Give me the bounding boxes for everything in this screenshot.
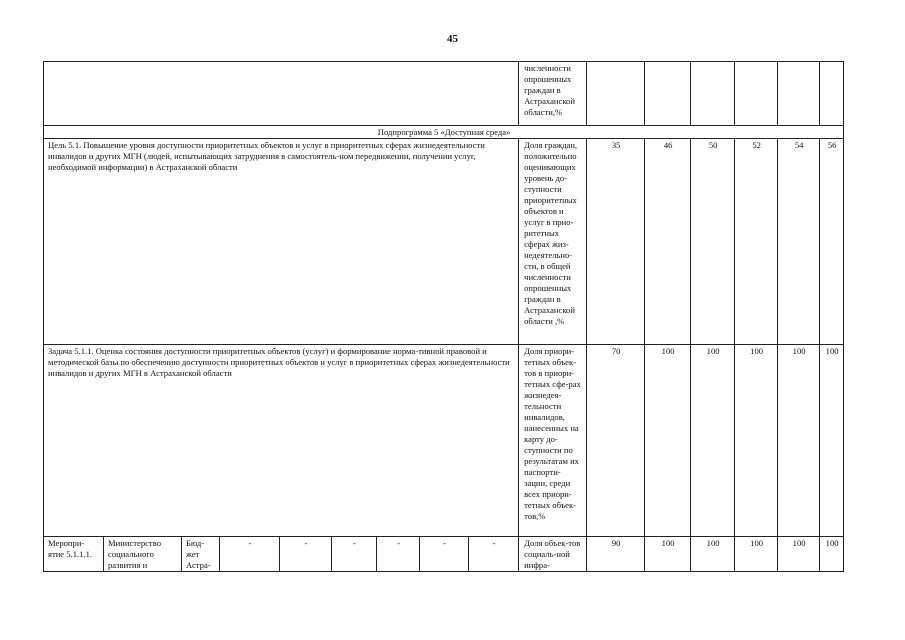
goal-value: 50 [691,139,735,345]
table-row-subprogram [44,126,844,139]
event-indicator: Доля объек-тов социаль-ной инфра- [519,537,587,572]
event-name: Меропри-ятие 5.1.1.1. [44,537,104,572]
task-value: 100 [735,345,778,537]
goal-value: 54 [778,139,820,345]
event-dash: - [280,537,332,572]
task-indicator: Доля приори-тетных объек-тов в приори-тетных сфе-рах жизнедея-тельности инвалидов, нанесенных на карту до-ступности по результатам их паспорти-зации, среди всех приори-тетных объек-тов,% [519,345,587,537]
table-row-top [44,62,844,126]
task-text: Задача 5.1.1. Оценка состояния доступности приоритетных объектов (услуг) и формирование норма-тивной правовой и методической базы по обеспечению доступности приоритетных объектов и услуг в приоритетных сферах жизнедеятельности инвалидов и других МГН в Астраханской области [44,345,519,537]
event-executor: Министерство социального развития и [104,537,182,572]
event-value: 100 [691,537,735,572]
event-source: Бюд-жет Астра- [182,537,220,572]
task-value: 100 [645,345,691,537]
event-dash: - [220,537,280,572]
event-value: 100 [645,537,691,572]
table-row-task [44,345,844,537]
goal-value: 52 [735,139,778,345]
event-dash: - [469,537,519,572]
event-value: 100 [735,537,778,572]
goal-value: 56 [820,139,844,345]
task-value: 100 [778,345,820,537]
page-number: 45 [447,33,458,45]
event-value: 100 [820,537,844,572]
task-value: 70 [587,345,645,537]
event-dash: - [332,537,377,572]
value-cell [691,62,735,126]
goal-value: 46 [645,139,691,345]
indicators-table [43,61,844,572]
value-cell [820,62,844,126]
subprogram-title: Подпрограмма 5 «Доступная среда» [44,126,844,139]
event-dash: - [377,537,420,572]
value-cell [587,62,645,126]
value-cell [645,62,691,126]
task-value: 100 [691,345,735,537]
event-value: 90 [587,537,645,572]
table-row-event [44,537,844,572]
table-row-goal [44,139,844,345]
goal-value: 35 [587,139,645,345]
event-dash: - [420,537,469,572]
indicator-cell: численности опрошенных граждан в Астраханской области,% [519,62,587,126]
value-cell [778,62,820,126]
goal-text: Цель 5.1. Повышение уровня доступности приоритетных объектов и услуг в приоритетных сферах жизнедеятельности инвалидов и других МГН (людей, испытывающих затруднения в самостоятель-ном передвижении, получении услуг, необходимой информации) в Астраханской области [44,139,519,345]
task-value: 100 [820,345,844,537]
event-value: 100 [778,537,820,572]
goal-indicator: Доля граждан, положительно оценивающих уровень до-ступности приоритетных объектов и услуг в прио-ритетных сферах жиз-недеятельно-сти, в общей численности опрошенных граждан в Астраханской области ,% [519,139,587,345]
empty-description-cell [44,62,519,126]
value-cell [735,62,778,126]
